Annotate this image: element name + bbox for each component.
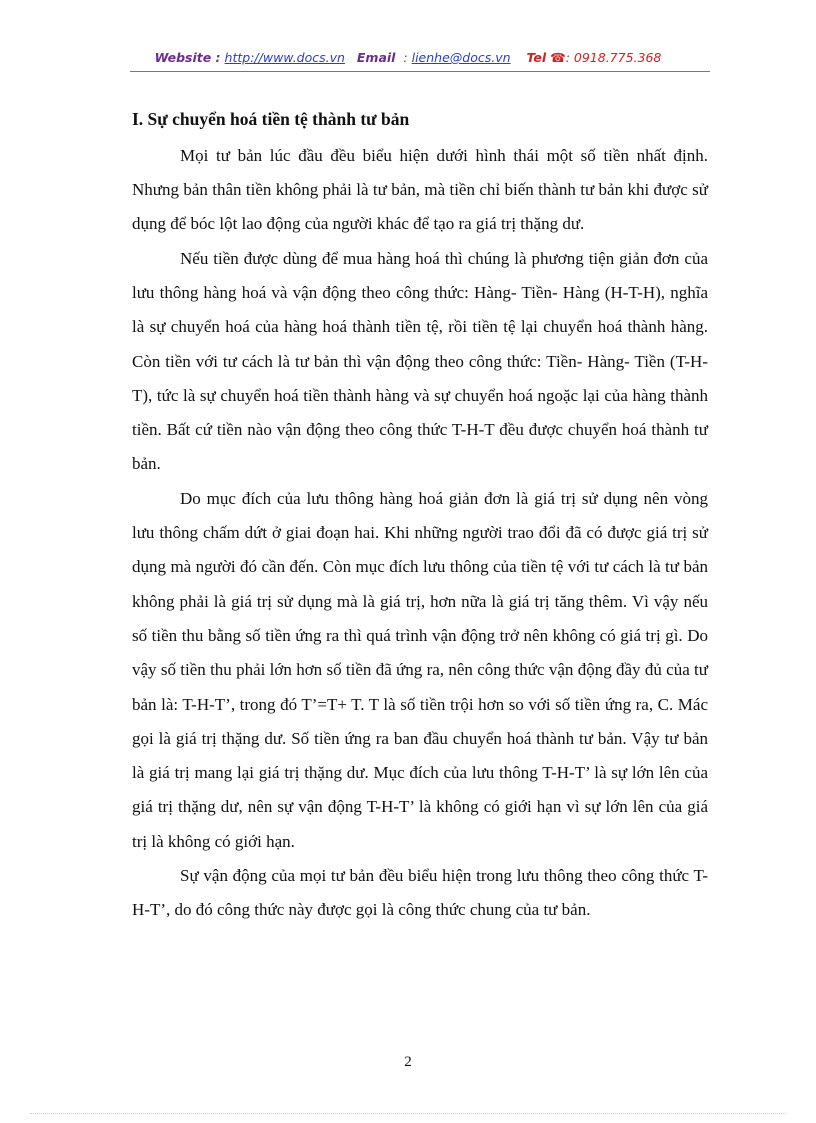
page-header	[0, 50, 816, 65]
email-link[interactable]: lienhe@docs.vn	[411, 50, 511, 65]
paragraph-4: Sự vận động của mọi tư bản đều biểu hiện trong lưu thông theo công thức T-H-T’, do đó công thức này được gọi là công thức chung của tư bản.	[132, 865, 708, 920]
paragraph-3: Do mục đích của lưu thông hàng hoá giản đơn là giá trị sử dụng nên vòng lưu thông chấm dứt ở giai đoạn hai. Khi những người trao đổi đã có được giá trị sử dụng mà người đó cần đến. Còn mục đích lưu thông của tiền tệ với tư cách là tư bản không phải là giá trị sử dụng mà là giá trị, hơn nữa là giá trị tăng thêm. Vì vậy nếu số tiền thu bằng số tiền ứng ra thì quá trình vận động trở nên không có giá trị gì. Do vậy số tiền thu phải lớn hơn số tiền đã ứng ra, nên công thức vận động đầy đủ của tư bản là: T-H-T’, trong đó T’=T+ T. T là số tiền trội hơn so với số tiền ứng ra, C. Mác gọi là giá trị thặng dư. Số tiền ứng ra ban đầu chuyển hoá thành tư bản. Vậy tư bản là giá trị mang lại giá trị thặng dư. Mục đích của lưu thông T-H-T’ là sự lớn lên của giá trị thặng dư, nên sự vận động T-H-T’ là không có giới hạn vì sự lớn lên của giá trị là không có giới hạn.	[132, 488, 708, 851]
page-number: 2	[404, 1054, 412, 1070]
tel-value: : 0918.775.368	[565, 50, 662, 65]
email-separator: :	[403, 50, 408, 65]
document-body	[132, 108, 708, 928]
phone-icon: ☎	[550, 50, 566, 65]
website-label: Website :	[154, 50, 221, 65]
paragraph-1: Mọi tư bản lúc đầu đều biểu hiện dưới hình thái một số tiền nhất định. Nhưng bản thân tiền không phải là tư bản, mà tiền chỉ biến thành tư bản khi được sử dụng để bóc lột lao động của người khác để tạo ra giá trị thặng dư.	[132, 145, 708, 234]
tel-label: Tel	[526, 50, 547, 65]
email-label: Email	[356, 50, 396, 65]
paragraph-2: Nếu tiền được dùng để mua hàng hoá thì chúng là phương tiện giản đơn của lưu thông hàng hoá và vận động theo công thức: Hàng- Tiền- Hàng (H-T-H), nghĩa là sự chuyển hoá của hàng hoá thành tiền tệ, rồi tiền tệ lại chuyển hoá thành hàng. Còn tiền với tư cách là tư bản thì vận động theo công thức: Tiền- Hàng- Tiền (T-H-T), tức là sự chuyển hoá tiền thành hàng và sự chuyển hoá ngoặc lại của hàng thành tiền. Bất cứ tiền nào vận động theo công thức T-H-T đều được chuyển hoá thành tư bản.	[132, 248, 708, 474]
section-heading: I. Sự chuyển hoá tiền tệ thành tư bản	[132, 109, 410, 129]
footer-divider	[30, 1113, 786, 1114]
header-divider	[130, 71, 710, 72]
website-link[interactable]: http://www.docs.vn	[224, 50, 345, 65]
